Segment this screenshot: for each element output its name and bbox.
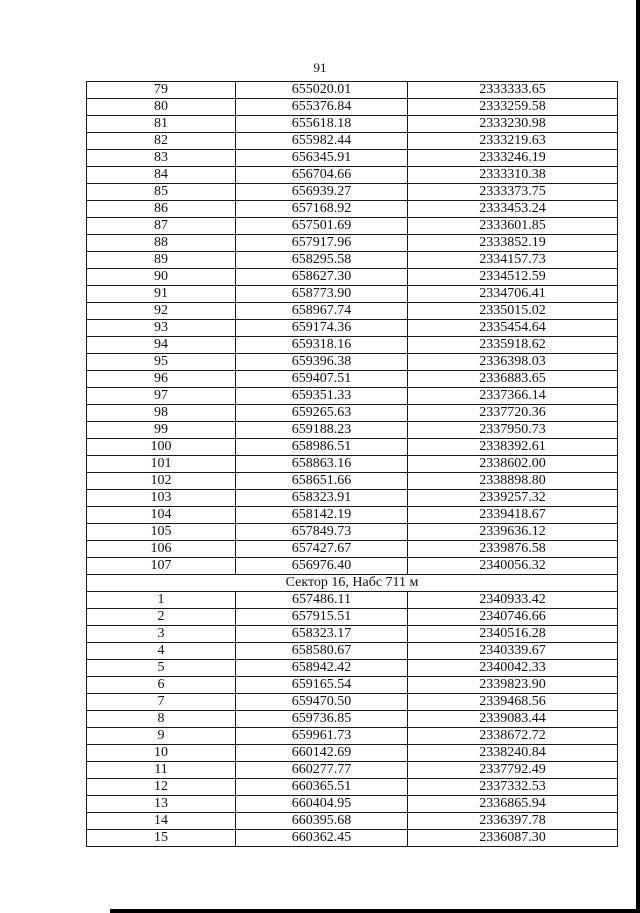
x-coordinate-cell: 660362.45	[236, 830, 408, 847]
y-coordinate-cell: 2340746.66	[408, 609, 618, 626]
y-coordinate-cell: 2338602.00	[408, 456, 618, 473]
table-row	[87, 779, 618, 796]
x-coordinate-cell: 658580.67	[236, 643, 408, 660]
point-number-cell: 88	[87, 235, 236, 252]
y-coordinate-cell: 2336398.03	[408, 354, 618, 371]
point-number-cell: 1	[87, 592, 236, 609]
x-coordinate-cell: 658295.58	[236, 252, 408, 269]
y-coordinate-cell: 2337792.49	[408, 762, 618, 779]
table-row	[87, 116, 618, 133]
x-coordinate-cell: 657917.96	[236, 235, 408, 252]
point-number-cell: 12	[87, 779, 236, 796]
x-coordinate-cell: 658142.19	[236, 507, 408, 524]
point-number-cell: 11	[87, 762, 236, 779]
x-coordinate-cell: 655376.84	[236, 99, 408, 116]
y-coordinate-cell: 2333852.19	[408, 235, 618, 252]
point-number-cell: 107	[87, 558, 236, 575]
x-coordinate-cell: 658773.90	[236, 286, 408, 303]
point-number-cell: 90	[87, 269, 236, 286]
table-row	[87, 643, 618, 660]
point-number-cell: 97	[87, 388, 236, 405]
table-row	[87, 609, 618, 626]
table-row	[87, 796, 618, 813]
x-coordinate-cell: 658323.91	[236, 490, 408, 507]
x-coordinate-cell: 660365.51	[236, 779, 408, 796]
x-coordinate-cell: 660404.95	[236, 796, 408, 813]
y-coordinate-cell: 2339636.12	[408, 524, 618, 541]
table-row	[87, 626, 618, 643]
x-coordinate-cell: 659407.51	[236, 371, 408, 388]
table-row	[87, 252, 618, 269]
table-row	[87, 371, 618, 388]
x-coordinate-cell: 659470.50	[236, 694, 408, 711]
y-coordinate-cell: 2338240.84	[408, 745, 618, 762]
point-number-cell: 7	[87, 694, 236, 711]
x-coordinate-cell: 658323.17	[236, 626, 408, 643]
point-number-cell: 100	[87, 439, 236, 456]
table-row	[87, 541, 618, 558]
y-coordinate-cell: 2333333.65	[408, 82, 618, 99]
y-coordinate-cell: 2339257.32	[408, 490, 618, 507]
point-number-cell: 91	[87, 286, 236, 303]
x-coordinate-cell: 660142.69	[236, 745, 408, 762]
point-number-cell: 15	[87, 830, 236, 847]
table-row	[87, 711, 618, 728]
y-coordinate-cell: 2336087.30	[408, 830, 618, 847]
point-number-cell: 92	[87, 303, 236, 320]
table-row	[87, 235, 618, 252]
y-coordinate-cell: 2340933.42	[408, 592, 618, 609]
y-coordinate-cell: 2336397.78	[408, 813, 618, 830]
x-coordinate-cell: 656345.91	[236, 150, 408, 167]
page-edge-bottom	[110, 909, 640, 913]
point-number-cell: 14	[87, 813, 236, 830]
x-coordinate-cell: 659265.63	[236, 405, 408, 422]
y-coordinate-cell: 2335454.64	[408, 320, 618, 337]
point-number-cell: 96	[87, 371, 236, 388]
y-coordinate-cell: 2340042.33	[408, 660, 618, 677]
section-header-row	[87, 575, 618, 592]
x-coordinate-cell: 659174.36	[236, 320, 408, 337]
x-coordinate-cell: 657849.73	[236, 524, 408, 541]
table-row	[87, 728, 618, 745]
table-row	[87, 592, 618, 609]
y-coordinate-cell: 2333219.63	[408, 133, 618, 150]
table-row	[87, 337, 618, 354]
table-row	[87, 660, 618, 677]
y-coordinate-cell: 2337950.73	[408, 422, 618, 439]
coordinates-table-body	[87, 82, 618, 847]
point-number-cell: 10	[87, 745, 236, 762]
point-number-cell: 4	[87, 643, 236, 660]
x-coordinate-cell: 657486.11	[236, 592, 408, 609]
point-number-cell: 82	[87, 133, 236, 150]
point-number-cell: 13	[87, 796, 236, 813]
point-number-cell: 79	[87, 82, 236, 99]
table-row	[87, 82, 618, 99]
table-row	[87, 167, 618, 184]
y-coordinate-cell: 2333453.24	[408, 201, 618, 218]
table-row	[87, 354, 618, 371]
table-row	[87, 745, 618, 762]
x-coordinate-cell: 657501.69	[236, 218, 408, 235]
x-coordinate-cell: 659736.85	[236, 711, 408, 728]
y-coordinate-cell: 2339876.58	[408, 541, 618, 558]
table-row	[87, 388, 618, 405]
y-coordinate-cell: 2338898.80	[408, 473, 618, 490]
y-coordinate-cell: 2339468.56	[408, 694, 618, 711]
x-coordinate-cell: 659165.54	[236, 677, 408, 694]
point-number-cell: 104	[87, 507, 236, 524]
y-coordinate-cell: 2336865.94	[408, 796, 618, 813]
x-coordinate-cell: 659188.23	[236, 422, 408, 439]
x-coordinate-cell: 658627.30	[236, 269, 408, 286]
x-coordinate-cell: 659396.38	[236, 354, 408, 371]
table-row	[87, 150, 618, 167]
point-number-cell: 87	[87, 218, 236, 235]
y-coordinate-cell: 2340056.32	[408, 558, 618, 575]
table-row	[87, 762, 618, 779]
table-row	[87, 201, 618, 218]
point-number-cell: 86	[87, 201, 236, 218]
point-number-cell: 8	[87, 711, 236, 728]
table-row	[87, 694, 618, 711]
y-coordinate-cell: 2339418.67	[408, 507, 618, 524]
table-row	[87, 405, 618, 422]
y-coordinate-cell: 2333246.19	[408, 150, 618, 167]
table-row	[87, 184, 618, 201]
point-number-cell: 93	[87, 320, 236, 337]
x-coordinate-cell: 660395.68	[236, 813, 408, 830]
point-number-cell: 80	[87, 99, 236, 116]
y-coordinate-cell: 2334706.41	[408, 286, 618, 303]
point-number-cell: 94	[87, 337, 236, 354]
point-number-cell: 85	[87, 184, 236, 201]
x-coordinate-cell: 655020.01	[236, 82, 408, 99]
page-edge-right	[636, 0, 640, 913]
y-coordinate-cell: 2335918.62	[408, 337, 618, 354]
x-coordinate-cell: 656939.27	[236, 184, 408, 201]
x-coordinate-cell: 658651.66	[236, 473, 408, 490]
x-coordinate-cell: 656704.66	[236, 167, 408, 184]
x-coordinate-cell: 656976.40	[236, 558, 408, 575]
point-number-cell: 9	[87, 728, 236, 745]
y-coordinate-cell: 2337720.36	[408, 405, 618, 422]
point-number-cell: 83	[87, 150, 236, 167]
table-row	[87, 473, 618, 490]
x-coordinate-cell: 658942.42	[236, 660, 408, 677]
point-number-cell: 106	[87, 541, 236, 558]
y-coordinate-cell: 2338672.72	[408, 728, 618, 745]
y-coordinate-cell: 2340339.67	[408, 643, 618, 660]
table-row	[87, 439, 618, 456]
table-row	[87, 677, 618, 694]
point-number-cell: 84	[87, 167, 236, 184]
y-coordinate-cell: 2337332.53	[408, 779, 618, 796]
y-coordinate-cell: 2334512.59	[408, 269, 618, 286]
y-coordinate-cell: 2336883.65	[408, 371, 618, 388]
point-number-cell: 81	[87, 116, 236, 133]
table-row	[87, 456, 618, 473]
point-number-cell: 2	[87, 609, 236, 626]
y-coordinate-cell: 2333310.38	[408, 167, 618, 184]
y-coordinate-cell: 2339823.90	[408, 677, 618, 694]
x-coordinate-cell: 655982.44	[236, 133, 408, 150]
table-row	[87, 303, 618, 320]
point-number-cell: 3	[87, 626, 236, 643]
table-row	[87, 218, 618, 235]
x-coordinate-cell: 657168.92	[236, 201, 408, 218]
table-row	[87, 490, 618, 507]
y-coordinate-cell: 2333230.98	[408, 116, 618, 133]
x-coordinate-cell: 655618.18	[236, 116, 408, 133]
y-coordinate-cell: 2337366.14	[408, 388, 618, 405]
x-coordinate-cell: 658863.16	[236, 456, 408, 473]
table-row	[87, 286, 618, 303]
y-coordinate-cell: 2338392.61	[408, 439, 618, 456]
coordinates-table	[86, 81, 618, 847]
x-coordinate-cell: 657427.67	[236, 541, 408, 558]
table-row	[87, 99, 618, 116]
x-coordinate-cell: 659351.33	[236, 388, 408, 405]
point-number-cell: 5	[87, 660, 236, 677]
point-number-cell: 105	[87, 524, 236, 541]
point-number-cell: 89	[87, 252, 236, 269]
table-row	[87, 507, 618, 524]
point-number-cell: 95	[87, 354, 236, 371]
y-coordinate-cell: 2334157.73	[408, 252, 618, 269]
page-number: 91	[313, 60, 327, 75]
y-coordinate-cell: 2339083.44	[408, 711, 618, 728]
table-row	[87, 830, 618, 847]
table-row	[87, 524, 618, 541]
table-row	[87, 133, 618, 150]
table-row	[87, 320, 618, 337]
section-header: Сектор 16, Набс 711 м	[87, 575, 618, 592]
y-coordinate-cell: 2333373.75	[408, 184, 618, 201]
y-coordinate-cell: 2333601.85	[408, 218, 618, 235]
x-coordinate-cell: 658986.51	[236, 439, 408, 456]
x-coordinate-cell: 660277.77	[236, 762, 408, 779]
x-coordinate-cell: 659961.73	[236, 728, 408, 745]
table-row	[87, 269, 618, 286]
table-row	[87, 422, 618, 439]
y-coordinate-cell: 2335015.02	[408, 303, 618, 320]
point-number-cell: 101	[87, 456, 236, 473]
point-number-cell: 98	[87, 405, 236, 422]
point-number-cell: 99	[87, 422, 236, 439]
x-coordinate-cell: 658967.74	[236, 303, 408, 320]
x-coordinate-cell: 657915.51	[236, 609, 408, 626]
y-coordinate-cell: 2340516.28	[408, 626, 618, 643]
table-row	[87, 813, 618, 830]
table-row	[87, 558, 618, 575]
point-number-cell: 103	[87, 490, 236, 507]
point-number-cell: 102	[87, 473, 236, 490]
x-coordinate-cell: 659318.16	[236, 337, 408, 354]
y-coordinate-cell: 2333259.58	[408, 99, 618, 116]
point-number-cell: 6	[87, 677, 236, 694]
